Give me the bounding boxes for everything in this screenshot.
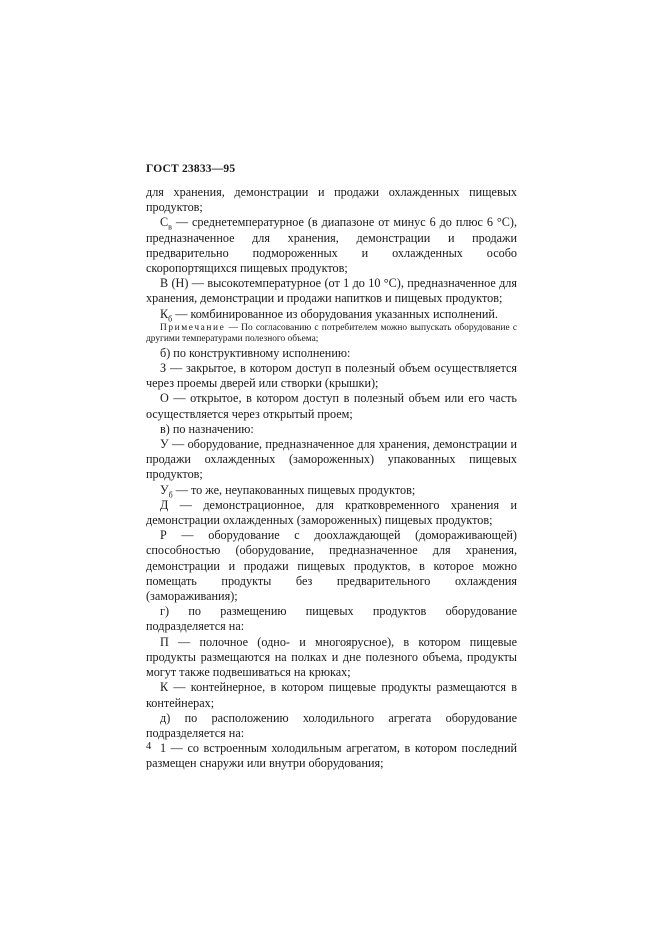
paragraph: в) по назначению: [160, 421, 254, 436]
note-label: Примечание [160, 322, 226, 333]
paragraph: $К_б$ — комбинированное из оборудования указанных исполнений. [160, 306, 498, 324]
paragraph: К — контейнерное, в котором пищевые продукты размещаются в контейнерах; [146, 680, 517, 710]
paragraph: В (Н) — высокотемпературное (от 1 до 10 °С), предназначенное для хранения, демонстрации и продажи напитков и пищевых продуктов; [146, 276, 517, 306]
class-subscript: в [168, 222, 172, 232]
class-symbol: К [160, 306, 169, 321]
paragraph: для хранения, демонстрации и продажи охлажденных пищевых продуктов; [146, 185, 517, 215]
class-subscript: б [168, 314, 173, 324]
paragraph: д) по расположению холодильного агрегата оборудование подразделяется на: [146, 710, 517, 740]
body-text [146, 185, 517, 772]
paragraph: З — закрытое, в котором доступ в полезный объем осуществляется через проемы дверей или створки (крышки); [146, 361, 517, 391]
paragraph: П — полочное (одно- и многоярусное), в котором пищевые продукты размещаются на полках и дне полезного объема, продукты могут также подвешиваться на крюках; [146, 634, 517, 680]
standard-designation: ГОСТ 23833—95 [146, 163, 236, 175]
class-symbol: С [160, 215, 169, 230]
paragraph: г) по размещению пищевых продуктов оборудование подразделяется на: [146, 604, 517, 634]
paragraph: Р — оборудование с доохлаждающей (домораживающей) способностью (оборудование, предназначенное для хранения, демонстрации и продажи пищевых продуктов, в которое можно помещать продукты без предварительного охлаждения (замораживания); [146, 528, 517, 604]
paragraph: О — открытое, в котором доступ в полезный объем или его часть осуществляется через открытый проем; [146, 391, 517, 421]
paragraph: У — оборудование, предназначенное для хранения, демонстрации и продажи охлажденных (замороженных) упакованных пищевых продуктов; [146, 437, 517, 482]
paragraph: $У_б$ — то же, неупакованных пищевых продуктов; [160, 482, 416, 500]
paragraph: б) по конструктивному исполнению: [160, 345, 351, 360]
class-subscript: б [168, 490, 173, 500]
paragraph: Д — демонстрационное, для кратковременного хранения и демонстрации охлажденных (замороженных) пищевых продуктов; [146, 497, 517, 528]
page-number: 4 [146, 741, 152, 752]
note: Примечание — По согласованию с потребителем можно выпускать оборудование с другими температурами полезного объема; [146, 322, 517, 344]
class-symbol: У [160, 482, 169, 497]
paragraph: 1 — со встроенным холодильным агрегатом, в котором последний размещен снаружи или внутри оборудования; [146, 741, 517, 771]
paragraph: $С_в$ — среднетемпературное (в диапазоне от минус 6 до плюс 6 °С), предназначенное для хранения, демонстрации и продажи предварительно подмороженных и охлажденных особо скоропортящихся пищевых продуктов; [146, 215, 517, 276]
